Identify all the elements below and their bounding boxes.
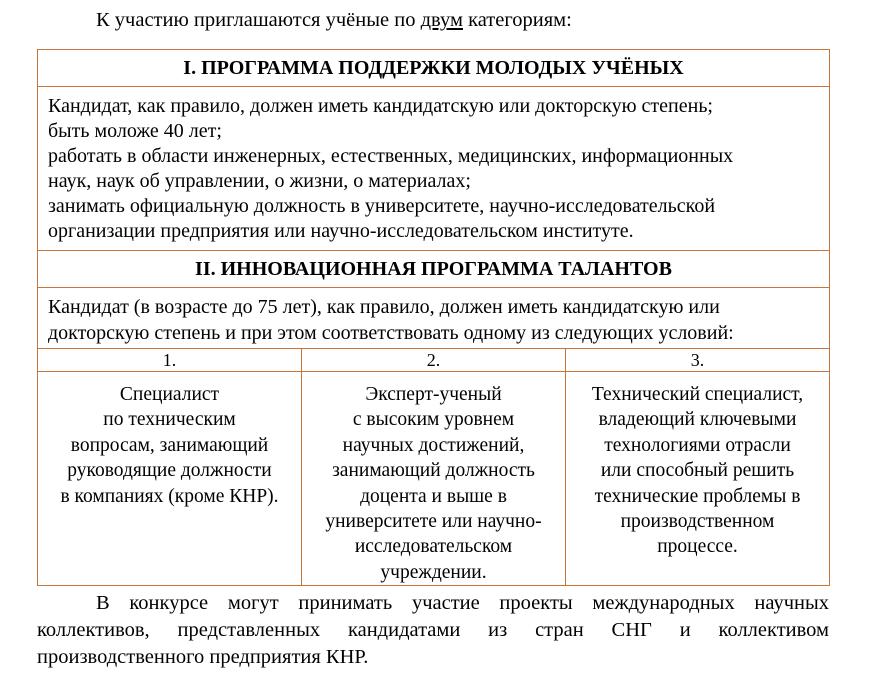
outro-paragraph (37, 590, 829, 671)
section2-body-row (38, 288, 830, 349)
section1-line: организации предприятия или научно-исследовательском институте. (48, 220, 634, 242)
section1-title: I. ПРОГРАММА ПОДДЕРЖКИ МОЛОДЫХ УЧЁНЫХ (38, 50, 830, 87)
section1-line: занимать официальную должность в университете, научно-исследовательской (48, 195, 716, 217)
section1-body-row (38, 87, 830, 251)
condition-3-line: процессе. (657, 536, 738, 558)
condition-2-line: Эксперт-ученый (365, 384, 502, 405)
condition-2-line: занимающий должность (332, 460, 535, 482)
condition-number-2: 2. (302, 349, 566, 372)
condition-number-3: 3. (566, 349, 830, 372)
condition-1-line: Специалист (119, 384, 220, 405)
intro-paragraph (96, 6, 572, 34)
condition-number-row (38, 349, 830, 372)
condition-2-line: научных достижений, (342, 434, 525, 456)
condition-2-line: исследовательском (354, 536, 513, 558)
section1-body (38, 87, 830, 251)
section1-line: Кандидат, как правило, должен иметь кандидатскую или докторскую степень; (48, 95, 713, 117)
section2-line: Кандидат (в возрасте до 75 лет), как правило, должен иметь кандидатскую или (48, 296, 720, 318)
condition-number-1: 1. (38, 349, 302, 372)
outro-line-2: коллективов, представленных кандидатами из стран СНГ и коллективом (37, 619, 829, 641)
condition-2-line: университете или научно- (325, 511, 542, 533)
condition-1-line: руководящие должности (67, 460, 272, 482)
condition-3-line: производственном (620, 511, 775, 533)
condition-cell-1 (38, 372, 302, 586)
condition-3-line: владеющий ключевыми (598, 409, 797, 431)
condition-3-line: Технический специалист, (591, 384, 804, 405)
categories-table (37, 49, 830, 586)
intro-text-before: К участию приглашаются учёные по (96, 9, 421, 31)
intro-text-after: категориям: (462, 9, 572, 31)
condition-1-line: вопросам, занимающий (70, 434, 269, 456)
section2-line: докторскую степень и при этом соответствовать одному из следующих условий: (48, 322, 734, 344)
intro-text-underlined: двум (420, 9, 463, 31)
outro-line-1: В конкурсе могут принимать участие проекты международных научных (96, 592, 829, 614)
section2-body (38, 288, 830, 349)
condition-1-line: по техническим (103, 409, 236, 431)
condition-2-line: учреждении. (380, 561, 487, 583)
condition-1-line: в компаниях (кроме КНР). (60, 485, 279, 507)
section2-title: II. ИННОВАЦИОННАЯ ПРОГРАММА ТАЛАНТОВ (38, 251, 830, 288)
condition-3-line: технические проблемы в (594, 485, 801, 507)
condition-2-line: доцента и выше в (360, 485, 507, 507)
section1-line: быть моложе 40 лет; (48, 120, 222, 142)
condition-3-line: или способный решить (600, 460, 795, 482)
section1-line: наук, наук об управлении, о жизни, о материалах; (48, 170, 471, 192)
condition-text-row (38, 372, 830, 586)
section1-header-row (38, 50, 830, 87)
condition-2-line: с высоким уровнем (352, 409, 515, 431)
outro-line-3: производственного предприятия КНР. (37, 646, 369, 668)
section1-line: работать в области инженерных, естественных, медицинских, информационных (48, 145, 734, 167)
condition-3-line: технологиями отрасли (604, 434, 791, 456)
section2-header-row (38, 251, 830, 288)
condition-cell-3 (566, 372, 830, 586)
condition-cell-2 (302, 372, 566, 586)
